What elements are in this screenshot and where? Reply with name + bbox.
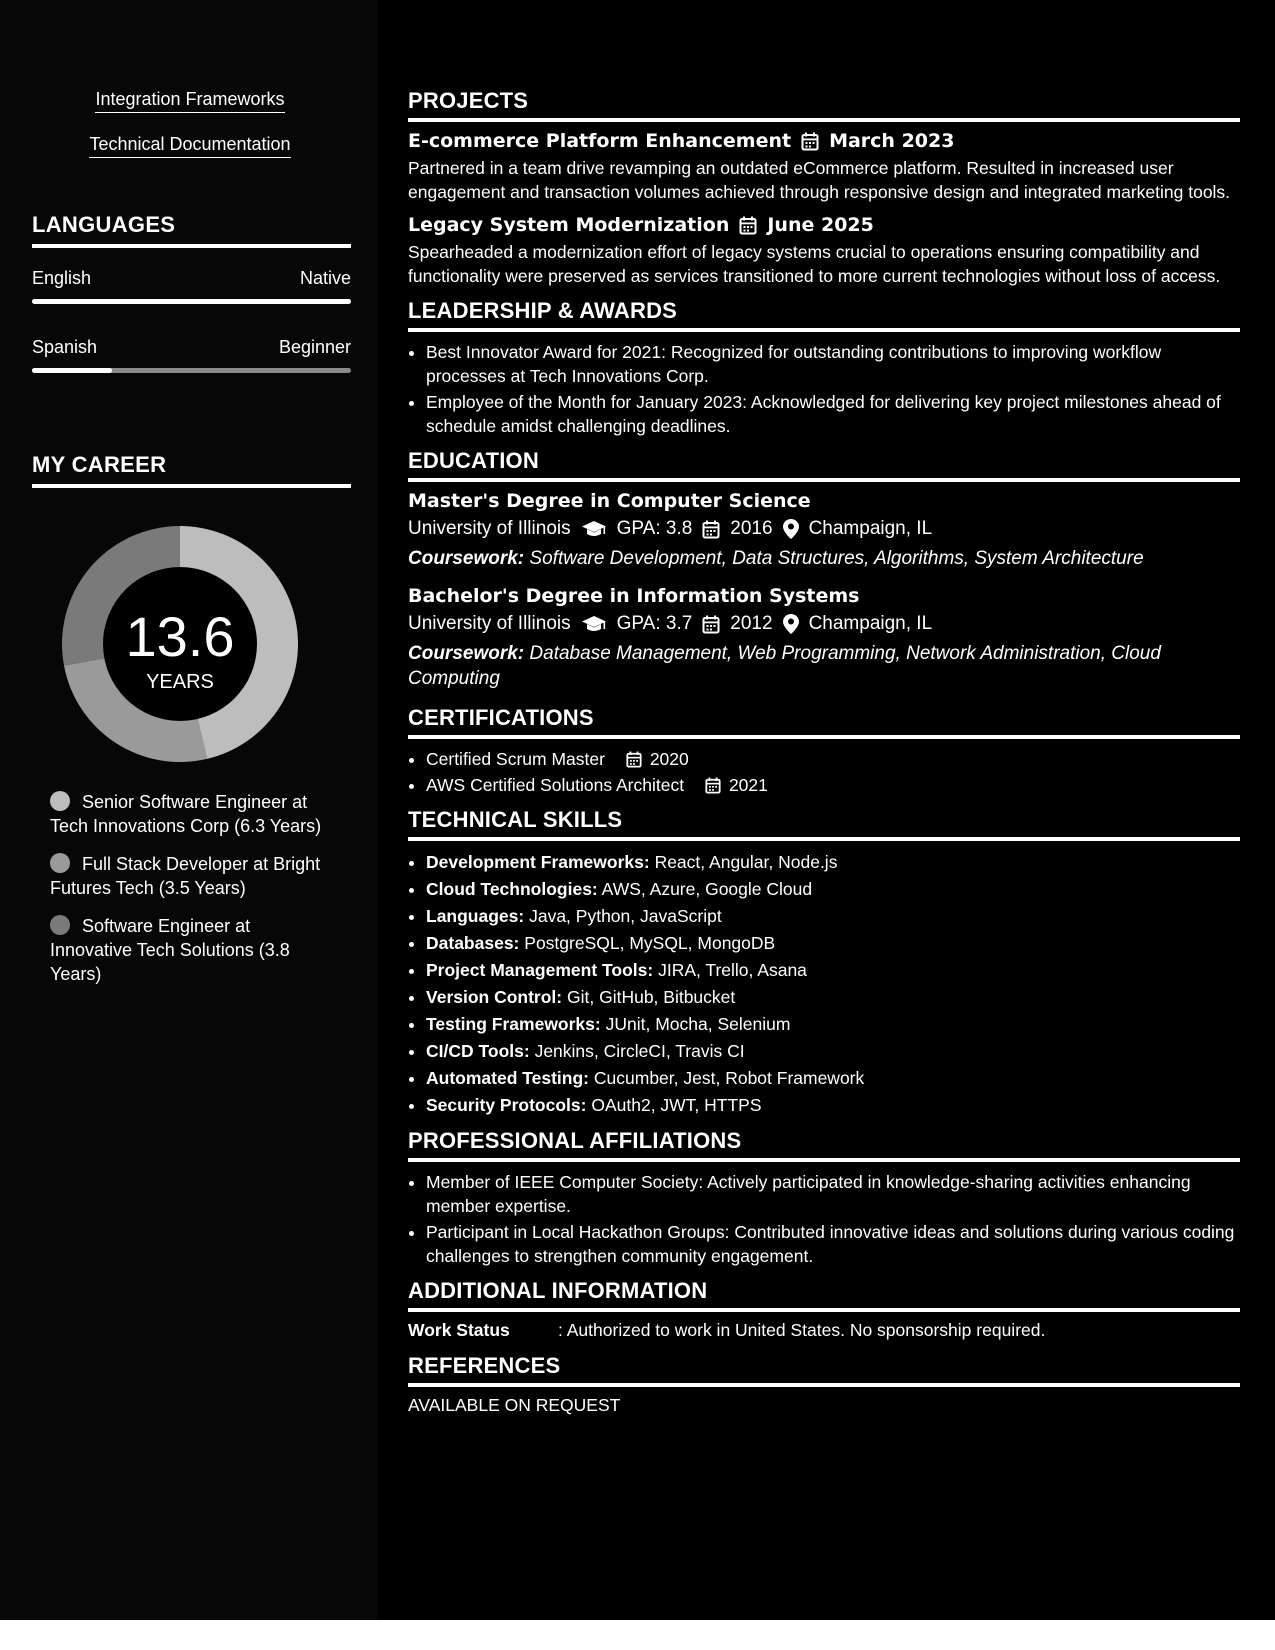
additional-info-heading: ADDITIONAL INFORMATION xyxy=(408,1278,1240,1312)
coursework-label: Coursework: xyxy=(408,548,525,569)
skill-tag-label: Integration Frameworks xyxy=(95,89,284,113)
legend-dot-icon xyxy=(50,915,70,935)
technical-skills-heading: TECHNICAL SKILLS xyxy=(408,807,1240,841)
career-unit: YEARS xyxy=(146,671,214,693)
project-description: Partnered in a team drive revamping an outdated eCommerce platform. Resulted in increased user engagement and transaction volumes achieved through responsive design and integrated marketing tools. xyxy=(408,158,1231,202)
degree-title: Master's Degree in Computer Science xyxy=(408,490,811,512)
skill-label: Version Control: xyxy=(426,987,563,1007)
language-name: English xyxy=(32,268,92,288)
references-text: AVAILABLE ON REQUEST xyxy=(408,1395,621,1415)
list-item xyxy=(426,903,1240,929)
list-item: • Member of IEEE Computer Society: Actively participated in knowledge-sharing activities enhancing member expertise. xyxy=(426,1170,1240,1218)
calendar-icon xyxy=(626,751,642,768)
list-item xyxy=(426,984,1240,1010)
project-date: March 2023 xyxy=(829,130,955,152)
coursework-value: Database Management, Web Programming, Network Administration, Cloud Computing xyxy=(408,643,1161,689)
legend-dot-icon xyxy=(50,853,70,873)
school-name: University of Illinois xyxy=(408,518,571,539)
skill-label: Languages: xyxy=(426,906,525,926)
coursework-label: Coursework: xyxy=(408,643,525,664)
education-item xyxy=(408,585,1240,691)
list-item xyxy=(426,957,1240,983)
gpa: GPA: 3.8 xyxy=(616,518,693,539)
list-item xyxy=(426,930,1240,956)
calendar-icon xyxy=(702,520,720,539)
skill-value: Git, GitHub, Bitbucket xyxy=(567,987,736,1007)
career-legend-label: Full Stack Developer at Bright Futures Tech (3.5 Years) xyxy=(50,854,321,898)
project-title-row xyxy=(408,130,1240,152)
list-item: • Participant in Local Hackathon Groups: Contributed innovative ideas and solutions during various coding challenges to strengthen community engagement. xyxy=(426,1220,1240,1268)
affiliations-list xyxy=(408,1170,1240,1268)
coursework xyxy=(408,546,1240,571)
skill-value: JIRA, Trello, Asana xyxy=(658,960,807,980)
education-meta xyxy=(408,518,1240,540)
list-item xyxy=(426,1065,1240,1091)
skill-label: Security Protocols: xyxy=(426,1095,587,1115)
skill-value: PostgreSQL, MySQL, MongoDB xyxy=(524,933,776,953)
skill-label: Development Frameworks: xyxy=(426,852,650,872)
career-legend-label: Software Engineer at Innovative Tech Solutions (3.8 Years) xyxy=(50,916,290,984)
project-item xyxy=(408,130,1240,204)
language-level-bar xyxy=(32,368,351,373)
location: Champaign, IL xyxy=(808,613,933,634)
skill-label: Project Management Tools: xyxy=(426,960,654,980)
languages-heading: LANGUAGES xyxy=(32,212,351,248)
project-description: Spearheaded a modernization effort of legacy systems crucial to operations ensuring compatibility and functionality were preserved as services transitioned to more current technologies without loss of access. xyxy=(408,242,1221,286)
map-pin-icon xyxy=(783,614,799,634)
graduation-cap-icon xyxy=(581,520,607,538)
career-legend-label: Senior Software Engineer at Tech Innovations Corp (6.3 Years) xyxy=(50,792,322,836)
career-total: 13.6 xyxy=(125,605,235,668)
skill-value: Java, Python, JavaScript xyxy=(529,906,722,926)
calendar-icon xyxy=(739,216,757,235)
language-name: Spanish xyxy=(32,337,98,357)
list-item xyxy=(426,849,1240,875)
certification-year: 2020 xyxy=(649,749,689,769)
gpa: GPA: 3.7 xyxy=(616,613,693,634)
graduation-year: 2016 xyxy=(730,518,773,539)
map-pin-icon xyxy=(783,519,799,539)
certifications-list xyxy=(408,747,1240,797)
coursework xyxy=(408,641,1240,691)
certifications-heading: CERTIFICATIONS xyxy=(408,705,1240,739)
sidebar xyxy=(0,0,378,1620)
skill-tag-label: Technical Documentation xyxy=(89,134,290,158)
career-legend xyxy=(50,790,330,1000)
project-item xyxy=(408,214,1240,288)
certification xyxy=(426,747,1240,771)
career-heading: MY CAREER xyxy=(32,452,351,488)
skill-value: React, Angular, Node.js xyxy=(654,852,838,872)
project-title: E-commerce Platform Enhancement xyxy=(408,130,792,152)
calendar-icon xyxy=(705,777,721,794)
certification xyxy=(426,773,1240,797)
school-name: University of Illinois xyxy=(408,613,571,634)
language-row xyxy=(32,337,351,358)
education-meta xyxy=(408,613,1240,635)
legend-dot-icon xyxy=(50,791,70,811)
certification-name: • Certified Scrum Master xyxy=(426,749,605,769)
skill-value: AWS, Azure, Google Cloud xyxy=(601,879,813,899)
list-item: • Employee of the Month for January 2023: Acknowledged for delivering key project milestones ahead of schedule amidst challenging deadlines. xyxy=(426,390,1240,438)
language-level-fill xyxy=(32,368,112,373)
language-row xyxy=(32,268,351,289)
skill-value: OAuth2, JWT, HTTPS xyxy=(591,1095,762,1115)
language-level: Native xyxy=(299,268,351,288)
degree-title: Bachelor's Degree in Information Systems xyxy=(408,585,860,607)
skill-label: Databases: xyxy=(426,933,520,953)
coursework-value: Software Development, Data Structures, Algorithms, System Architecture xyxy=(529,548,1144,569)
language-level-bar xyxy=(32,299,351,304)
leadership-heading: LEADERSHIP & AWARDS xyxy=(408,298,1240,332)
calendar-icon xyxy=(702,615,720,634)
certification-year: 2021 xyxy=(728,775,768,795)
skill-value: Jenkins, CircleCI, Travis CI xyxy=(534,1041,745,1061)
location: Champaign, IL xyxy=(808,518,933,539)
career-donut-chart xyxy=(62,526,298,762)
main-content xyxy=(408,88,1240,1416)
language-level: Beginner xyxy=(278,337,351,357)
work-status-row xyxy=(408,1320,1240,1341)
certification-name: • AWS Certified Solutions Architect xyxy=(426,775,685,795)
skill-tag xyxy=(0,134,380,155)
skill-label: Automated Testing: xyxy=(426,1068,590,1088)
list-item: • Best Innovator Award for 2021: Recognized for outstanding contributions to improving workflow processes at Tech Innovations Corp. xyxy=(426,340,1240,388)
skill-label: Cloud Technologies: xyxy=(426,879,598,899)
leadership-list xyxy=(408,340,1240,438)
project-title: Legacy System Modernization xyxy=(408,214,730,236)
list-item xyxy=(426,1038,1240,1064)
graduation-cap-icon xyxy=(581,615,607,633)
work-status-label: Work Status xyxy=(408,1320,510,1340)
calendar-icon xyxy=(801,132,819,151)
list-item xyxy=(426,1011,1240,1037)
list-item xyxy=(426,773,1240,797)
skill-label: Testing Frameworks: xyxy=(426,1014,601,1034)
skill-label: CI/CD Tools: xyxy=(426,1041,530,1061)
list-item xyxy=(426,876,1240,902)
references-heading: REFERENCES xyxy=(408,1353,1240,1387)
language-level-fill xyxy=(32,299,351,304)
skill-value: JUnit, Mocha, Selenium xyxy=(605,1014,791,1034)
project-date: June 2025 xyxy=(767,214,874,236)
page-bottom-margin xyxy=(0,1620,1275,1650)
projects-heading: PROJECTS xyxy=(408,88,1240,122)
affiliations-heading: PROFESSIONAL AFFILIATIONS xyxy=(408,1128,1240,1162)
skill-tag xyxy=(0,89,380,110)
project-title-row xyxy=(408,214,1240,236)
career-legend-item xyxy=(50,852,330,900)
education-heading: EDUCATION xyxy=(408,448,1240,482)
technical-skills-list xyxy=(408,849,1240,1118)
career-legend-item xyxy=(50,790,330,838)
list-item xyxy=(426,747,1240,771)
education-item xyxy=(408,490,1240,571)
list-item xyxy=(426,1092,1240,1118)
career-legend-item xyxy=(50,914,330,986)
work-status-value: : Authorized to work in United States. No sponsorship required. xyxy=(558,1320,1046,1340)
skill-value: Cucumber, Jest, Robot Framework xyxy=(593,1068,865,1088)
graduation-year: 2012 xyxy=(730,613,773,634)
